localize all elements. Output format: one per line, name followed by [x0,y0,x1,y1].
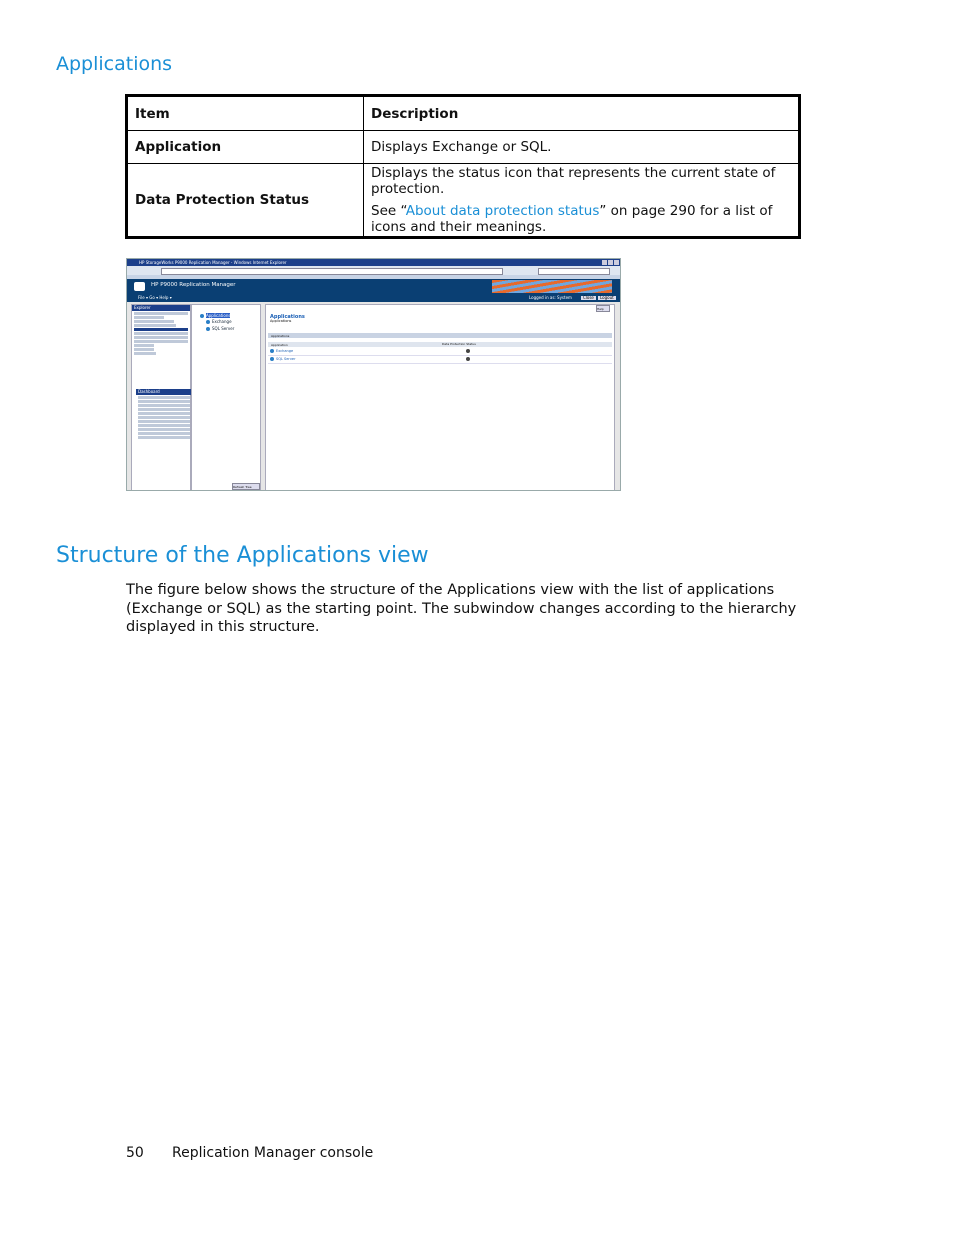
logged-in-status: Logged in as: System [529,295,572,300]
see-prefix: See “ [371,203,406,219]
logout-button: Logout [600,295,614,300]
row-description-application: Displays Exchange or SQL. [364,131,800,164]
list-header-bar: Applications [268,333,612,338]
main-pane [265,304,615,491]
chapter-name: Replication Manager console [172,1145,374,1161]
header-description: Description [364,96,800,131]
dash-line [138,428,190,431]
sql-server-icon [270,357,274,361]
nav-line [134,324,176,327]
browser-search-box [538,268,610,275]
nav-line [134,312,188,315]
dash-line [138,420,190,423]
sql-server-icon [206,327,210,331]
dash-line [138,416,190,419]
list-item: SQL Server [268,356,612,364]
banner-art [492,280,612,293]
app-title: HP P9000 Replication Manager [151,282,236,288]
dash-line [138,432,190,435]
nav-line [134,332,188,335]
nav-line [134,316,164,319]
navigation-pane [131,304,191,491]
page-number: 50 [126,1145,144,1161]
dashboard-panel [136,389,192,440]
refresh-tree-button: Refresh Tree [232,483,260,490]
nav-line [134,320,174,323]
minimize-icon [602,260,607,265]
table-row [127,164,800,238]
list-item: Exchange [268,348,612,356]
url-box [161,268,503,275]
see-suffix: ” on page 290 for a list of icons and their meanings. [371,203,773,235]
column-header-bar: Application Data Protection Status [268,342,612,347]
dash-line [138,412,190,415]
dash-line [138,404,190,407]
nav-line [134,352,156,355]
hp-logo-icon [134,282,145,291]
dash-line [138,424,190,427]
body-paragraph: The figure below shows the structure of the Applications view with the list of applications (Exchange or SQL) as the starting point. The subwindow changes according to the hierarchy displayed in this structure. [126,582,797,635]
window-title: HP StorageWorks P9000 Replication Manager - Windows Internet Explorer [127,259,620,266]
close-icon [614,260,619,265]
explorer-header: Explorer [132,305,190,311]
window-controls [602,260,619,265]
table-row [127,131,800,164]
console-screenshot [126,258,621,491]
close-button: Close [583,295,594,300]
maximize-icon [608,260,613,265]
main-title: Applications [270,314,305,320]
dash-line [138,396,190,399]
nav-line [134,336,188,339]
section-heading-structure: Structure of the Applications view [56,543,429,568]
row-description-data-protection-status [364,164,800,238]
tree-item-exchange: Exchange [206,319,232,324]
help-button: Help [596,305,610,312]
nav-line [134,340,188,343]
folder-icon [200,314,204,318]
status-icon [466,349,470,353]
description-line: Displays the status icon that represents the current state of protection. [371,165,776,197]
tree-item-applications: Applications [200,313,230,318]
about-data-protection-status-link[interactable]: About data protection status [405,203,600,219]
header-item: Item [127,96,364,131]
main-subtitle: Applications [270,319,292,323]
section-heading-applications: Applications [56,53,173,75]
items-table [125,94,801,239]
dash-line [138,400,190,403]
exchange-icon [206,320,210,324]
menu-items: File ▾ Go ▾ Help ▾ [138,295,172,300]
row-item-application: Application [127,131,364,164]
dashboard-header: Dashboard [136,389,192,395]
page-footer [126,1145,373,1161]
exchange-icon [270,349,274,353]
dash-line [138,408,190,411]
menu-bar [127,294,620,302]
table-header-row [127,96,800,131]
description-see-also [371,203,791,235]
nav-line [134,344,154,347]
nav-line-selected [134,328,188,331]
tree-pane [191,304,261,491]
address-bar [127,266,620,275]
row-item-data-protection-status: Data Protection Status [127,164,364,238]
tree-item-sql-server: SQL Server [206,326,234,331]
status-icon [466,357,470,361]
app-banner [127,279,620,294]
nav-line [134,348,154,351]
dash-line [138,436,190,439]
